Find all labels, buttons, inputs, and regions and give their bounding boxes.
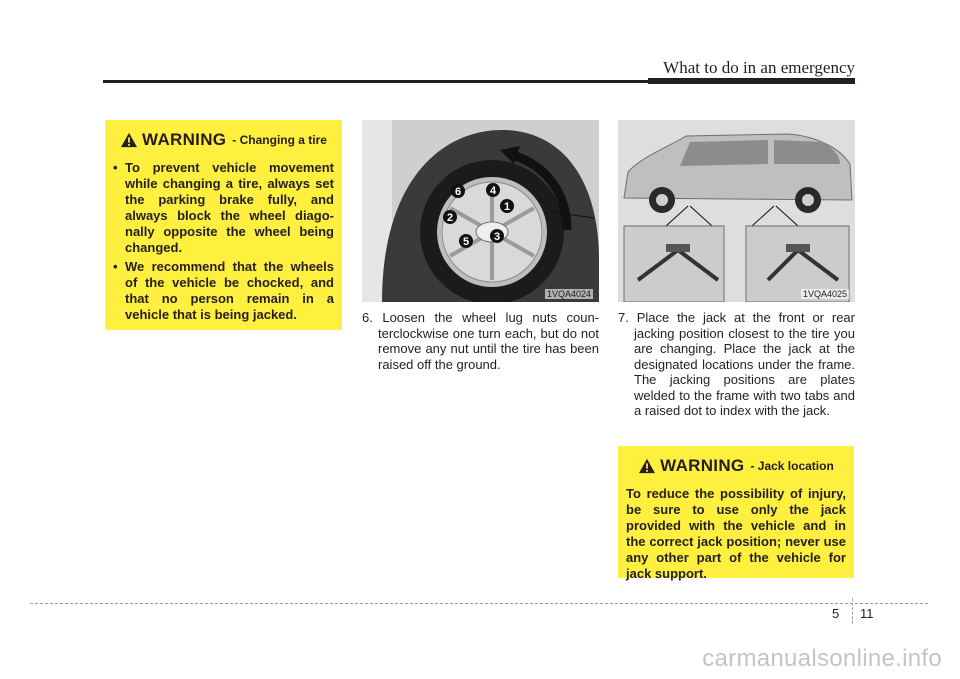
footer-separator (852, 598, 853, 624)
footer-divider (30, 603, 928, 604)
warning-subtitle: - Changing a tire (232, 133, 327, 147)
warning-list (113, 160, 334, 323)
warning-triangle-icon (638, 458, 656, 474)
jack-position-figure (618, 120, 855, 302)
nut-number-label: 2 (446, 212, 454, 224)
warning-jack-location (618, 446, 854, 581)
section-number: 5 (832, 606, 840, 621)
warning-changing-tire (105, 120, 342, 330)
step-6 (362, 310, 599, 372)
header-rule-accent (648, 78, 855, 84)
warning-word: WARNING (142, 130, 227, 149)
nut-number-label: 4 (489, 185, 497, 197)
nut-number-label: 3 (493, 231, 501, 243)
warning-title (626, 456, 846, 476)
page-number: 11 (860, 606, 874, 621)
warning-title (113, 130, 334, 150)
lug-nut-markers (362, 120, 599, 302)
nut-number-label: 5 (462, 236, 470, 248)
watermark: carmanualsonline.info (702, 645, 942, 672)
wheel-lug-nut-figure (362, 120, 599, 302)
warning-word: WARNING (660, 456, 745, 475)
warning-bullet: • To prevent vehicle movement while changing a tire, always set the parking brake fully, and always block the wheel diago-nally opposite the wheel being changed. (113, 160, 334, 256)
figure-code: 1VQA4024 (546, 289, 591, 299)
header-title: What to do in an emergency (663, 58, 855, 77)
warning-triangle-icon (120, 132, 138, 148)
vehicle-jack-illustration (618, 120, 855, 302)
warning-bullet: • We recommend that the wheels of the vehicle be chocked, and that no person remain in a vehicle that is being jacked. (113, 259, 334, 323)
step-7-text: 7. Place the jack at the front or rear jacking position closest to the tire you are changing. Place the jack at the designated locations under the frame. The jacking positions are plates welded to the frame with two tabs and a raised dot to index with the jack. (618, 310, 855, 418)
nut-number-label: 6 (454, 186, 462, 198)
warning-subtitle: - Jack location (750, 459, 834, 473)
figure-code: 1VQA4025 (802, 289, 847, 299)
step-7 (618, 310, 855, 419)
nut-number-label: 1 (503, 201, 511, 213)
step-6-text: 6. Loosen the wheel lug nuts coun-terclockwise one turn each, but do not remove any nut until the tire has been raised off the ground. (362, 310, 599, 372)
warning-body: To reduce the possibility of injury, be sure to use only the jack provided with the vehicle and in the correct jack position; never use any other part of the vehicle for jack support. (626, 486, 846, 581)
